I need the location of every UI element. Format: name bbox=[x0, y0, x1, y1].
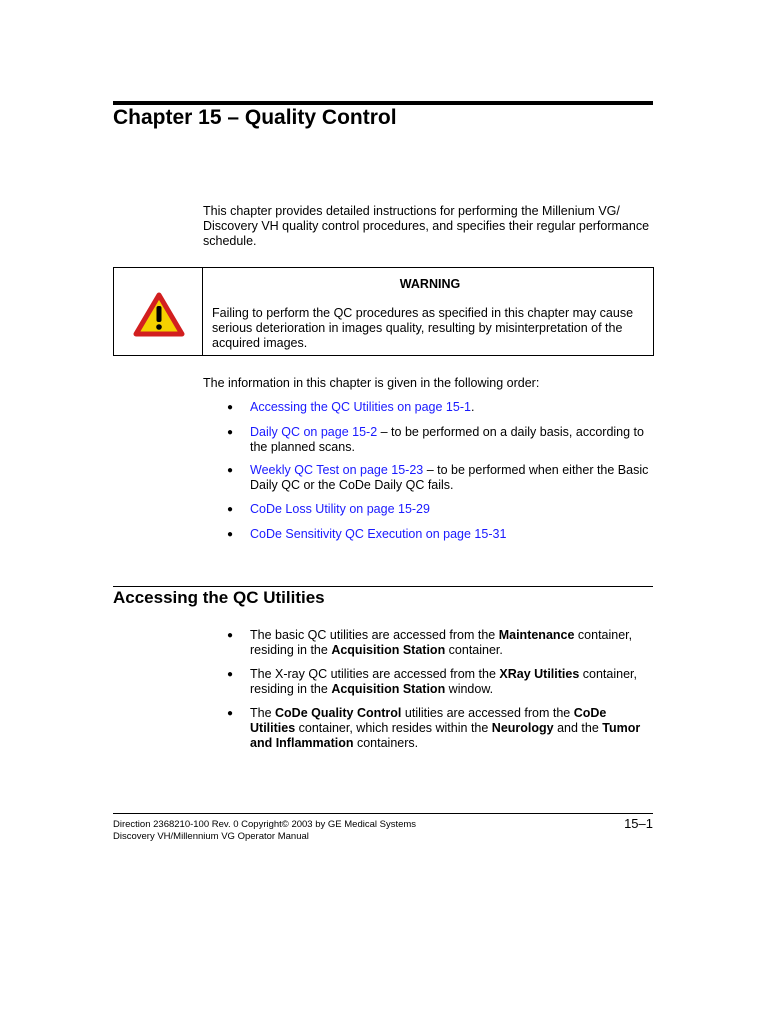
text-run: container, residing in the bbox=[250, 628, 633, 657]
warning-title: WARNING bbox=[399, 277, 461, 291]
bold-run: Maintenance bbox=[498, 628, 575, 642]
text-run: container, residing in the bbox=[250, 667, 637, 696]
section-title: Accessing the QC Utilities bbox=[113, 588, 325, 607]
chapter-title: Chapter 15 – Quality Control bbox=[113, 106, 397, 129]
link-weekly-qc-test[interactable]: Weekly QC Test on page 15-23 bbox=[250, 463, 424, 477]
bullet-icon: ● bbox=[227, 504, 234, 515]
footer-copyright: Direction 2368210-100 Rev. 0 Copyright© 2003 by GE Medical Systems bbox=[113, 819, 417, 830]
list-item bbox=[227, 706, 653, 751]
page-number: 15–1 bbox=[624, 816, 653, 831]
bold-run: Neurology bbox=[491, 721, 554, 735]
text-run: The bbox=[250, 706, 276, 720]
bullet-icon: ● bbox=[227, 402, 234, 413]
text-run: window. bbox=[445, 682, 494, 696]
warning-text: Failing to perform the QC procedures as specified in this chapter may cause serious deterioration in images quality, resulting by misinterpretation of the acquired images. bbox=[212, 306, 634, 350]
list-item bbox=[227, 400, 653, 415]
list-item-text: – to be performed on a daily basis, according to the planned scans. bbox=[250, 425, 644, 454]
bold-run: CoDe Quality Control bbox=[275, 706, 402, 720]
list-item-text: – to be performed when either the Basic Daily QC or the CoDe Daily QC fails. bbox=[250, 463, 649, 492]
list-item bbox=[227, 425, 653, 455]
bullet-icon: ● bbox=[227, 708, 234, 719]
bullet-icon: ● bbox=[227, 630, 234, 641]
bold-run: Tumor and Inflammation bbox=[250, 721, 641, 750]
warning-triangle-icon bbox=[133, 292, 185, 337]
text-run: containers. bbox=[353, 736, 419, 750]
intro-paragraph: This chapter provides detailed instructions for performing the Millenium VG/ Discovery VH quality control procedures, and specifies their regular performance schedule. bbox=[203, 204, 650, 248]
link-code-sensitivity-qc[interactable]: CoDe Sensitivity QC Execution on page 15-31 bbox=[250, 527, 507, 541]
bullet-icon: ● bbox=[227, 529, 234, 540]
bullet-icon: ● bbox=[227, 669, 234, 680]
link-daily-qc[interactable]: Daily QC on page 15-2 bbox=[250, 425, 378, 439]
list-item bbox=[227, 527, 653, 542]
list-item-text: . bbox=[470, 400, 475, 414]
link-code-loss-utility[interactable]: CoDe Loss Utility on page 15-29 bbox=[250, 502, 430, 516]
text-run: The basic QC utilities are accessed from the bbox=[250, 628, 499, 642]
list-item bbox=[227, 667, 653, 697]
warning-box bbox=[113, 267, 654, 356]
text-run: utilities are accessed from the bbox=[401, 706, 574, 720]
bold-run: CoDe Utilities bbox=[250, 706, 607, 735]
footer-info bbox=[113, 819, 416, 843]
list-item bbox=[227, 502, 653, 517]
footer-rule bbox=[113, 813, 653, 814]
footer-manual-title: Discovery VH/Millennium VG Operator Manual bbox=[113, 831, 309, 842]
bullet-icon: ● bbox=[227, 465, 234, 476]
text-run: and the bbox=[553, 721, 603, 735]
link-accessing-qc-utilities[interactable]: Accessing the QC Utilities on page 15-1 bbox=[250, 400, 471, 414]
list-item bbox=[227, 463, 653, 493]
bold-run: Acquisition Station bbox=[331, 682, 446, 696]
bullet-icon: ● bbox=[227, 427, 234, 438]
text-run: The X-ray QC utilities are accessed from the bbox=[250, 667, 500, 681]
text-run: container. bbox=[445, 643, 503, 657]
warning-icon-cell bbox=[114, 268, 203, 355]
text-run: container, which resides within the bbox=[295, 721, 492, 735]
order-intro: The information in this chapter is given in the following order: bbox=[203, 376, 540, 390]
list-item bbox=[227, 628, 653, 658]
bold-run: Acquisition Station bbox=[331, 643, 446, 657]
bold-run: XRay Utilities bbox=[499, 667, 580, 681]
